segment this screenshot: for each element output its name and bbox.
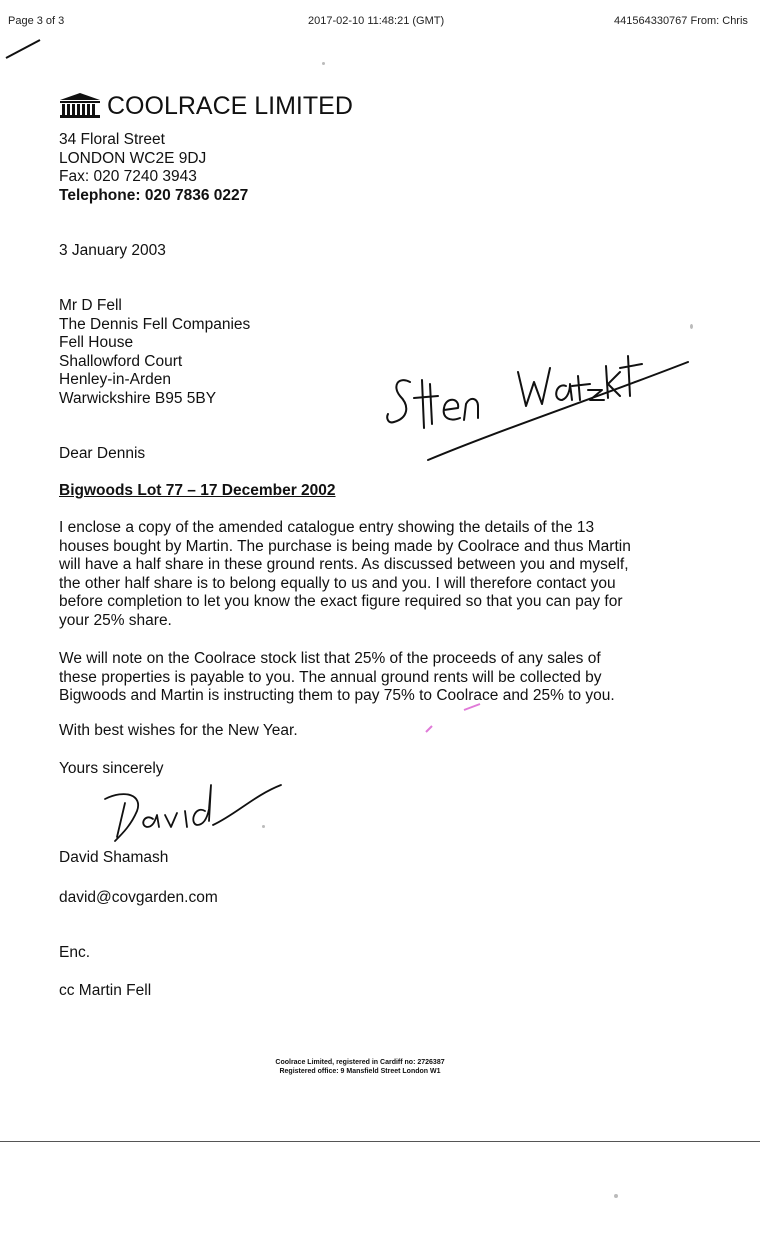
email-address: david@covgarden.com [59,889,218,906]
scan-speck [614,1194,618,1198]
letterhead-logo [58,92,102,123]
paragraph-line: will have a half share in these ground rents. As discussed between you and myself, [59,556,629,573]
recipient-line: Warwickshire B95 5BY [59,389,217,407]
salutation: Dear Dennis [59,445,146,462]
fax-page-number: Page 3 of 3 [8,15,65,27]
body-paragraph-1 [59,519,659,630]
pink-pen-marks [420,700,490,740]
fax-number: Fax: 020 7240 3943 [59,168,197,185]
body-paragraph-2 [59,650,659,706]
address-line: LONDON WC2E 9DJ [59,149,207,167]
body-paragraph-3: With best wishes for the New Year. [59,722,298,739]
scan-speck [322,62,325,65]
recipient-line: Mr D Fell [59,297,122,314]
signature [95,775,295,850]
recipient-line: Shallowford Court [59,352,183,370]
scan-speck [262,825,265,828]
paragraph-line: these properties is payable to you. The annual ground rents will be collected by [59,668,602,686]
paragraph-line: I enclose a copy of the amended catalogue entry showing the details of the 13 [59,519,595,536]
footer-line: Registered office: 9 Mansfield Street London W1 [279,1068,441,1075]
paragraph-line: the other half share is to belong equally to us and you. I will therefore contact you [59,574,616,592]
address-line: 34 Floral Street [59,131,165,148]
paragraph-line: houses bought by Martin. The purchase is being made by Coolrace and thus Martin [59,537,631,555]
company-address [59,131,248,205]
recipient-line: Fell House [59,334,134,351]
paragraph-line: We will note on the Coolrace stock list that 25% of the proceeds of any sales of [59,650,601,667]
letter-date: 3 January 2003 [59,242,166,259]
paragraph-line: Bigwoods and Martin is instructing them to pay 75% to Coolrace and 25% to you. [59,687,615,704]
fax-timestamp: 2017-02-10 11:48:21 (GMT) [308,15,445,27]
company-name: COOLRACE LIMITED [107,92,353,120]
page-bottom-rule [0,1141,760,1142]
building-icon [58,92,102,118]
cc-line: cc Martin Fell [59,982,152,999]
recipient-line: Henley-in-Arden [59,371,171,388]
scan-speck [690,324,693,329]
paragraph-line: your 25% share. [59,611,172,629]
fax-sender: 441564330767 From: Chris [614,15,748,27]
registered-footer [0,1058,720,1076]
signatory-name: David Shamash [59,849,169,866]
handwritten-note-steen-watt [380,320,700,470]
footer-line: Coolrace Limited, registered in Cardiff no: 2726387 [275,1059,445,1066]
telephone-number: Telephone: 020 7836 0227 [59,186,249,204]
recipient-address [59,297,250,408]
recipient-line: The Dennis Fell Companies [59,315,251,333]
paragraph-line: before completion to let you know the exact figure required so that you can pay for [59,593,623,610]
fax-mark-stroke [4,34,44,64]
enclosure-note: Enc. [59,944,91,961]
subject-line: Bigwoods Lot 77 – 17 December 2002 [59,482,336,499]
closing: Yours sincerely [59,760,164,777]
